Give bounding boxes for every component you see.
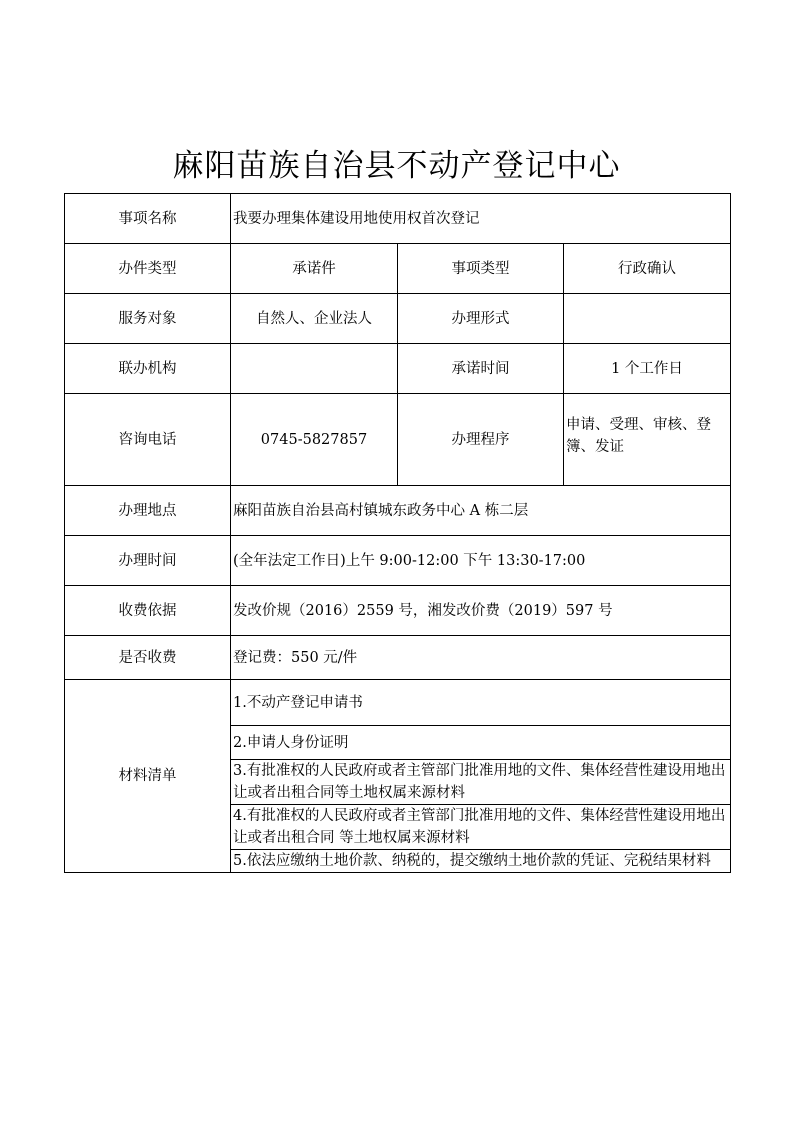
label-joint-agency: 联办机构 bbox=[65, 344, 231, 394]
label-charged: 是否收费 bbox=[65, 636, 231, 680]
value-location: 麻阳苗族自治县高村镇城东政务中心 A 栋二层 bbox=[231, 486, 731, 536]
label-materials: 材料清单 bbox=[65, 680, 231, 873]
label-fee-basis: 收费依据 bbox=[65, 586, 231, 636]
material-item: 2.申请人身份证明 bbox=[231, 726, 731, 760]
value-charged: 登记费：550 元/件 bbox=[231, 636, 731, 680]
label-handle-type: 办件类型 bbox=[65, 244, 231, 294]
row-joint-agency bbox=[65, 344, 731, 394]
row-item-name bbox=[65, 194, 731, 244]
label-promise-time: 承诺时间 bbox=[398, 344, 564, 394]
label-service-target: 服务对象 bbox=[65, 294, 231, 344]
value-promise-time: 1 个工作日 bbox=[564, 344, 731, 394]
material-item: 1.不动产登记申请书 bbox=[231, 680, 731, 726]
value-procedure: 申请、受理、审核、登簿、发证 bbox=[564, 394, 731, 486]
material-item: 5.依法应缴纳土地价款、纳税的，提交缴纳土地价款的凭证、完税结果材料 bbox=[231, 850, 731, 873]
label-hours: 办理时间 bbox=[65, 536, 231, 586]
material-item: 4.有批准权的人民政府或者主管部门批准用地的文件、集体经营性建设用地出让或者出租合同 等土地权属来源材料 bbox=[231, 805, 731, 850]
value-fee-basis: 发改价规（2016）2559 号，湘发改价费（2019）597 号 bbox=[231, 586, 731, 636]
label-location: 办理地点 bbox=[65, 486, 231, 536]
label-phone: 咨询电话 bbox=[65, 394, 231, 486]
value-item-type: 行政确认 bbox=[564, 244, 731, 294]
label-handle-form: 办理形式 bbox=[398, 294, 564, 344]
value-joint-agency bbox=[231, 344, 398, 394]
material-item: 3.有批准权的人民政府或者主管部门批准用地的文件、集体经营性建设用地出让或者出租合同等土地权属来源材料 bbox=[231, 760, 731, 805]
row-handle-type bbox=[65, 244, 731, 294]
page-title: 麻阳苗族自治县不动产登记中心 bbox=[172, 148, 621, 184]
value-handle-form bbox=[564, 294, 731, 344]
value-phone: 0745-5827857 bbox=[231, 394, 398, 486]
row-material-1 bbox=[65, 680, 731, 726]
row-charged bbox=[65, 636, 731, 680]
value-item-name: 我要办理集体建设用地使用权首次登记 bbox=[231, 194, 731, 244]
row-hours bbox=[65, 536, 731, 586]
value-hours: (全年法定工作日)上午 9:00-12:00 下午 13:30-17:00 bbox=[231, 536, 731, 586]
value-service-target: 自然人、企业法人 bbox=[231, 294, 398, 344]
row-service-target bbox=[65, 294, 731, 344]
service-info-table bbox=[64, 193, 731, 873]
value-handle-type: 承诺件 bbox=[231, 244, 398, 294]
label-item-type: 事项类型 bbox=[398, 244, 564, 294]
row-location bbox=[65, 486, 731, 536]
label-procedure: 办理程序 bbox=[398, 394, 564, 486]
row-fee-basis bbox=[65, 586, 731, 636]
row-phone bbox=[65, 394, 731, 486]
label-item-name: 事项名称 bbox=[65, 194, 231, 244]
